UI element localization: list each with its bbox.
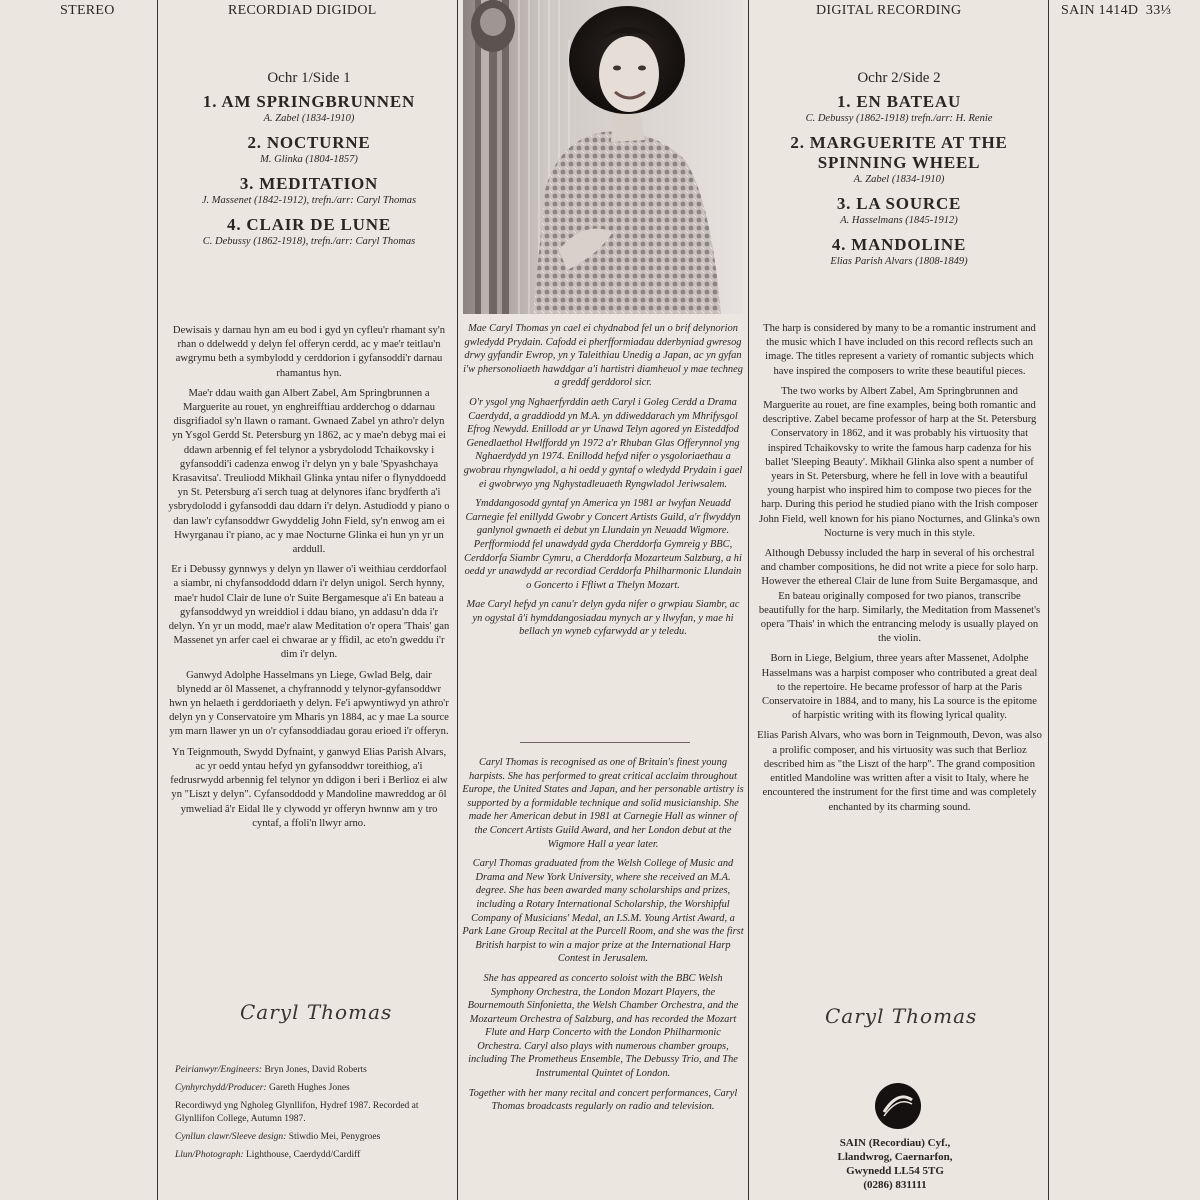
paragraph: Caryl Thomas graduated from the Welsh College of Music and Drama and New York University, where she received an M.A. degree. She has been awarded many scholarships and prizes, including a Rotary International Scholarship, the Worshipful Company of Musicians' Medal, an I.S.M. Young Artist Award, a Park Lane Group Recital at the Purcell Room, and she was the first British harpist to win a major prize at the International Harp Contest in Jerusalem.	[462, 858, 744, 965]
credit-value: Bryn Jones, David Roberts	[264, 1065, 367, 1075]
address-line: SAIN (Recordiau) Cyf.,	[839, 1137, 951, 1149]
left-welsh-notes	[168, 324, 450, 837]
track-composer: A. Zabel (1834-1910)	[263, 113, 355, 124]
side2-track	[758, 194, 1040, 227]
side1-tracklist	[170, 70, 448, 256]
credit-value: Recordiwyd yng Ngholeg Glynllifon, Hydref 1987. Recorded at Glynllifon College, Autumn 1987.	[175, 1101, 419, 1124]
track-composer: Elias Parish Alvars (1808-1849)	[830, 256, 968, 267]
paragraph: The harp is considered by many to be a romantic instrument and the music which I have included on this record reflects such an image. The titles represent a variety of romantic subjects which have inspired the composers to write these beautiful pieces.	[763, 323, 1036, 377]
side2-heading: Ochr 2/Side 2	[857, 70, 941, 86]
track-title: 2. NOCTURNE	[247, 133, 371, 152]
right-english-notes	[757, 322, 1042, 821]
side2-track	[758, 133, 1040, 186]
paragraph: The two works by Albert Zabel, Am Springbrunnen and Marguerite au rouet, are fine examples, being both romantic and descriptive. Zabel became professor of harp at the St. Petersburg Conservatory in 1862, and it was probably his virtuosity that inspired Tchaikovsky to write the famous harp cadenza for his ballet 'Sleeping Beauty'. Mikhail Glinka also spent a number of years in St. Petersburg, where he fell in love with a beautiful young harpist who inspired him to compose two pieces for the harp. During this period he studied piano with the Irish composer John Field, well known for his piano Nocturnes, and Glinka's own Nocturne is very much in this style.	[759, 385, 1040, 539]
track-composer: M. Glinka (1804-1857)	[260, 154, 358, 165]
harpist-photo	[463, 0, 743, 314]
credit-line	[175, 1131, 451, 1144]
header-catalog-number	[1061, 3, 1171, 19]
track-composer: J. Massenet (1842-1912), trefn./arr: Caryl Thomas	[201, 195, 417, 206]
track-composer: A. Zabel (1834-1910)	[853, 174, 945, 185]
credit-value: Stiwdio Mei, Penygroes	[288, 1132, 381, 1142]
paragraph: Dewisais y darnau hyn am eu bod i gyd yn cyfleu'r rhamant sy'n rhan o ddelwedd y delyn fel offeryn cerdd, ac y mae'r teitlau'n awgrymu beth a symbylodd y cerddorion i gyfansoddi'r darnau rhamantus hyn.	[172, 325, 446, 379]
track-composer: C. Debussy (1862-1918) trefn./arr: H. Renie	[805, 113, 993, 124]
catalog-number: SAIN 1414D	[1061, 3, 1139, 18]
record-speed: 33⅓	[1145, 3, 1172, 18]
paragraph: Mae Caryl hefyd yn canu'r delyn gyda nifer o grwpiau Siambr, ac yn ogystal â'i hymddangosiadau mynych ar y llwyfan, y mae hi bellach yn wyneb cyfarwydd ar y teledu.	[466, 599, 740, 638]
paragraph: Caryl Thomas is recognised as one of Britain's finest young harpists. She has performed to great critical acclaim throughout Europe, the United States and Japan, and her personable artistry is supported by a formidable technique and solid musicianship. She made her American debut in 1981 at Carnegie Hall as winner of the Concert Artists Guild Award, and her London debut at the Wigmore Hall a year later.	[462, 757, 744, 850]
rule-center-right	[748, 0, 749, 1200]
header-digital-recording: DIGITAL RECORDING	[816, 3, 962, 18]
side1-track	[170, 133, 448, 166]
header-recordiad-digidol: RECORDIAD DIGIDOL	[228, 3, 377, 18]
track-title: 3. MEDITATION	[239, 174, 379, 193]
credit-line	[175, 1149, 451, 1162]
header-stereo: STEREO	[60, 3, 115, 18]
track-title: 2. MARGUERITE AT THE SPINNING WHEEL	[790, 133, 1008, 172]
paragraph: Together with her many recital and concert performances, Caryl Thomas broadcasts regularly on radio and television.	[468, 1087, 738, 1113]
credit-label: Peirianwyr/Engineers:	[175, 1065, 263, 1075]
signature-right: Caryl Thomas	[825, 1004, 978, 1028]
paragraph: Although Debussy included the harp in several of his orchestral and chamber compositions, he did not write a piece for solo harp. However the ethereal Clair de lune from Suite Bergamasque, and En bateau originally composed for two pianos, transcribe beautifully for the harp. Similarly, the Meditation from Massenet's opera 'Thais' in which the entrancing melody is usually played on the violin.	[758, 548, 1041, 645]
credit-line	[175, 1082, 451, 1095]
credits-block	[175, 1064, 451, 1167]
credit-line	[175, 1064, 451, 1077]
rule-right-outer	[1048, 0, 1049, 1200]
paragraph: Mae'r ddau waith gan Albert Zabel, Am Springbrunnen a Marguerite au rouet, yn enghreifftiau ardderchog o ddarnau disgrifiadol sy'n llawn o ramant. Gwnaed Zabel yn athro'r delyn yn Ysgol Gerdd St. Petersburg yn 1862, ac y mae'n debyg mai ei ddawn arbennig ef fel telynor a ysbrydolodd Tchaikovsky i gyfansoddi'i cadenza enwog i'r delyn yn y bale 'Spyashchaya Krasavitsa'. Treuliodd Mikhail Glinka yntau nifer o flynyddoedd yn St. Petersburg a'i serch tuag at delynores ifanc brydferth a'i ysbrydolodd i gyfansoddi dau ddarn i'r delyn. Astudiodd y piano o dan law'r cyfansoddwr Gwyddelig John Field, sy'n enwog am ei Hwyrganau i'r piano, ac y mae Nocturne Glinka ei hun yn yr un arddull.	[168, 387, 450, 556]
credit-label: Cynhyrchydd/Producer:	[175, 1083, 267, 1093]
track-title: 1. AM SPRINGBRUNNEN	[202, 92, 416, 111]
track-title: 4. MANDOLINE	[831, 235, 967, 254]
paragraph: O'r ysgol yng Nghaerfyrddin aeth Caryl i Goleg Cerdd a Drama Caerdydd, a graddiodd yn M.A. yn ddiweddarach ym Mhrifysgol Efrog Newydd. Enillodd ar yr Unawd Telyn agored yn Eisteddfod Genedlaethol Hwlffordd yn 1972 a'r Rhuban Glas Offerynnol yng Nghaerdydd yn 1974. Enillodd hefyd nifer o ysgoloriaethau a gwobrau rhyngwladol, a hi oedd y gyntaf o wledydd Prydain i gael ei gwobrwyo yng Nghystadleuaeth Ryngwladol Jeriwsalem.	[463, 396, 743, 490]
side2-track	[758, 92, 1040, 125]
side1-track	[170, 174, 448, 207]
track-composer: A. Hasselmans (1845-1912)	[840, 215, 958, 226]
rule-left-outer	[157, 0, 158, 1200]
paragraph: Er i Debussy gynnwys y delyn yn llawer o'i weithiau cerddorfaol a siambr, ni chyfansoddodd ddarn i'r delyn unigol. Serch hynny, mae'r hudol Clair de lune o'r Suite Bergamesque a'i En bateau a gyfansoddwyd yn wreiddiol i ddau biano, yn addasu'n dda i'r delyn. Yn yr un modd, mae'r alaw Meditation o'r opera 'Thais' gan Massenet yn arfer cael ei chwarae ar y ffidil, ac eto'n gweddu i'r dim i'r delyn.	[168, 564, 450, 661]
paragraph: Ymddangosodd gyntaf yn America yn 1981 ar lwyfan Neuadd Carnegie fel enillydd Gwobr y Concert Artists Guild, a'r flwyddyn ganlynol gwnaeth ei debut yn Llundain yn Neuadd Wigmore. Perfformiodd fel unawdydd gyda Cherddorfa Gymreig y BBC, Cerddorfa Siambr Cymru, a Cherddorfa Mozarteum Salzburg, a hi oedd yr unawdydd ar recordiad Cerddorfa Philharmonic Llundain o Goncerto i Ffliwt a Thelyn Mozart.	[464, 498, 742, 591]
center-divider	[520, 742, 690, 743]
side1-track	[170, 215, 448, 248]
sain-logo-icon	[874, 1082, 922, 1130]
photo-illustration	[463, 0, 743, 314]
center-english-bio	[462, 756, 744, 1120]
paragraph: Ganwyd Adolphe Hasselmans yn Liege, Gwlad Belg, dair blynedd ar ôl Massenet, a chyfrannodd y telynor-gyfansoddwr hwn yn helaeth i gerddoriaeth y delyn. Fe'i apwyntiwyd yn athro'r delyn yn y Conservatoire ym Mharis yn 1884, ac y mae La source ym marn llawer yn un o'r cyfansoddiadau gorau erioed i'r offeryn.	[169, 669, 449, 738]
track-title: 1. EN BATEAU	[836, 92, 962, 111]
credit-label: Llun/Photograph:	[175, 1150, 244, 1160]
track-title: 4. CLAIR DE LUNE	[227, 215, 391, 234]
address-line: Llandwrog, Caernarfon,	[837, 1151, 953, 1163]
paragraph: Mae Caryl Thomas yn cael ei chydnabod fel un o brif delynorion gwledydd Prydain. Cafodd ei pherfformiadau dderbyniad gwresog drwy gyfandir Ewrop, yn y Taleithiau Unedig a Japan, ac yn gyfan i'w phersonoliaeth hawddgar a'i hartistri diamheuol y mae techneg a greddf gerddorol sicr.	[463, 323, 743, 389]
side2-tracklist	[758, 70, 1040, 276]
address-line: (0286) 831111	[863, 1179, 927, 1191]
center-welsh-bio	[462, 322, 744, 645]
side1-heading: Ochr 1/Side 1	[267, 70, 351, 86]
paragraph: Born in Liege, Belgium, three years after Massenet, Adolphe Hasselmans was a harpist composer who contributed a great deal to the repertoire. He became professor of harp at the Paris Conservatoire in 1884, and to many, his La source is the epitome of harpistic writing with its flowing lyrical quality.	[761, 653, 1038, 722]
track-title: 3. LA SOURCE	[836, 194, 962, 213]
paragraph: Yn Teignmouth, Swydd Dyfnaint, y ganwyd Elias Parish Alvars, ac yr oedd yntau hefyd yn gyfansoddwr toreithiog, a'i fedrusrwydd arbennig fel telynor yn ddigon i beri i Berlioz ei alw yn "Liszt y delyn". Cyfansoddodd y Mandoline mawreddog ar ôl ymweliad â'r Eidal lle y clywodd yr offeryn hwnnw am y tro cyntaf, a ffoli'n llwyr arno.	[170, 746, 448, 829]
credit-line	[175, 1100, 451, 1126]
credit-value: Lighthouse, Caerdydd/Cardiff	[246, 1150, 361, 1160]
paragraph: She has appeared as concerto soloist with the BBC Welsh Symphony Orchestra, the London Mozart Players, the Bournemouth Sinfonietta, the Welsh Chamber Orchestra, and the Mozarteum Orchestra of Salzburg, and has recorded the Mozart Flute and Harp Concerto with the London Philharmonic Orchestra. Caryl also plays with numerous chamber groups, including The Prometheus Ensemble, The Debussy Trio, and The Instrumental Quintet of London.	[467, 972, 739, 1080]
rule-center-left	[457, 0, 458, 1200]
address-line: Gwynedd LL54 5TG	[846, 1165, 944, 1177]
track-composer: C. Debussy (1862-1918), trefn./arr: Caryl Thomas	[202, 236, 416, 247]
credit-label: Cynllun clawr/Sleeve design:	[175, 1132, 287, 1142]
side2-track	[758, 235, 1040, 268]
label-address	[780, 1136, 1010, 1192]
credit-value: Gareth Hughes Jones	[269, 1083, 350, 1093]
paragraph: Elias Parish Alvars, who was born in Teignmouth, Devon, was also a prolific composer, and his virtuosity was such that Berlioz described him as "the Liszt of the harp". The grand composition entitled Mandoline was written after a visit to Italy, where he encountered the instrument for the first time and was completely enchanted by its charming sound.	[757, 730, 1042, 813]
side1-track	[170, 92, 448, 125]
signature-left: Caryl Thomas	[240, 1000, 393, 1024]
